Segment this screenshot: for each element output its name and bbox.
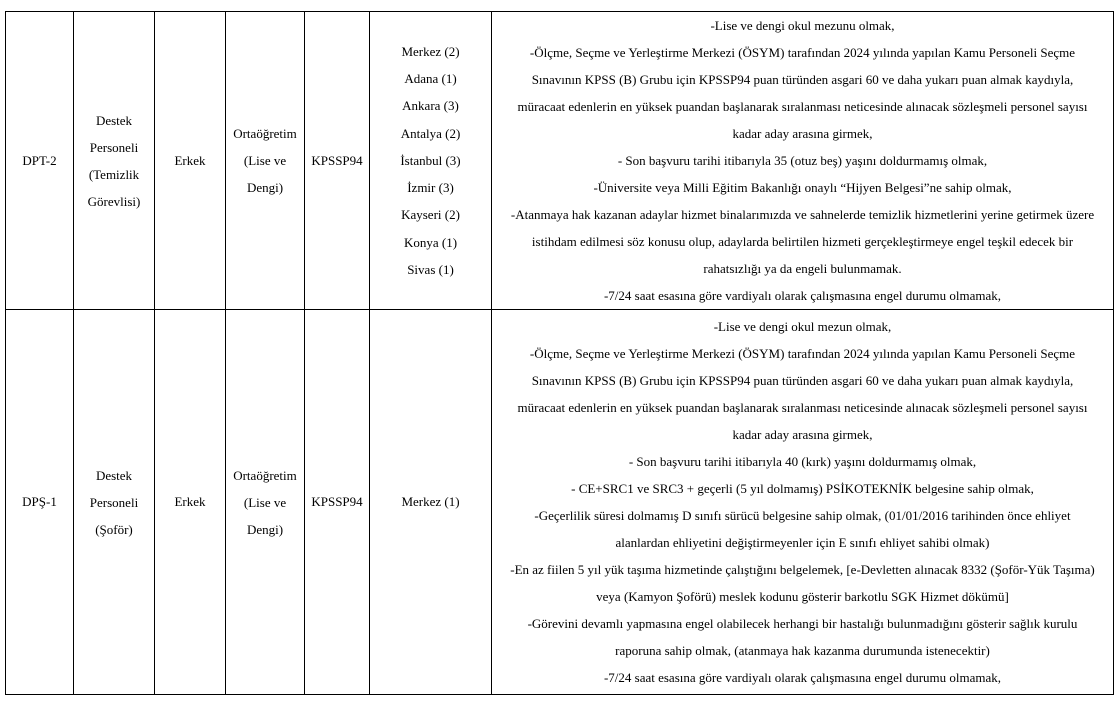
requirement-line: -En az fiilen 5 yıl yük taşıma hizmetinde çalıştığını belgelemek, [e-Devletten alınacak 8332 (Şoför-Yük Taşıma) bbox=[510, 562, 1095, 577]
location-item: Antalya (2) bbox=[400, 125, 461, 141]
requirement-line: -Lise ve dengi okul mezunu olmak, bbox=[710, 18, 895, 33]
location-item: İstanbul (3) bbox=[400, 152, 461, 168]
requirement-line: -Atanmaya hak kazanan adaylar hizmet binalarımızda ve sahnelerde temizlik hizmetlerini yerine getirmek üzere bbox=[510, 207, 1095, 222]
requirement-line: -7/24 saat esasına göre vardiyalı olarak çalışmasına engel durumu olmamak, bbox=[603, 288, 1002, 303]
gender-cell bbox=[155, 12, 226, 310]
locations-cell bbox=[370, 310, 492, 695]
requirement-line: kadar aday arasına girmek, bbox=[732, 126, 873, 141]
requirements-cell bbox=[492, 12, 1114, 310]
education-cell bbox=[226, 310, 305, 695]
requirement-line: veya (Kamyon Şoförü) meslek kodunu gösterir barkotlu SGK Hizmet dökümü] bbox=[596, 589, 1009, 604]
requirement-line: Sınavının KPSS (B) Grubu için KPSSP94 puan türünden asgari 60 ve daha yukarı puan almak kaydıyla, bbox=[531, 72, 1074, 87]
requirement-line: -Ölçme, Seçme ve Yerleştirme Merkezi (ÖSYM) tarafından 2024 yılında yapılan Kamu Personeli Seçme bbox=[529, 346, 1076, 361]
requirement-line: - Son başvuru tarihi itibarıyla 40 (kırk) yaşını doldurmamış olmak, bbox=[628, 454, 977, 469]
education-line: Dengi) bbox=[246, 180, 284, 195]
requirement-line: Sınavının KPSS (B) Grubu için KPSSP94 puan türünden asgari 60 ve daha yukarı puan almak kaydıyla, bbox=[531, 373, 1074, 388]
requirements-cell bbox=[492, 310, 1114, 695]
education-line: Ortaöğretim bbox=[233, 467, 297, 483]
table-body bbox=[6, 12, 1114, 695]
position-title-line: (Şoför) bbox=[95, 521, 133, 537]
requirement-line: alanlardan ehliyetini değiştirmeyenler için E sınıfı ehliyet sahibi olmak) bbox=[615, 535, 990, 550]
requirement-line: -Görevini devamlı yapmasına engel olabilecek herhangi bir hastalığı bulunmadığını gösterir sağlık kurulu bbox=[527, 616, 1078, 631]
positions-table bbox=[5, 11, 1114, 695]
position-title-cell bbox=[74, 12, 155, 310]
position-code: DPŞ-1 bbox=[22, 494, 57, 509]
location-item: Sivas (1) bbox=[407, 261, 454, 277]
requirement-line: kadar aday arasına girmek, bbox=[732, 427, 873, 442]
requirement-line: -Ölçme, Seçme ve Yerleştirme Merkezi (ÖSYM) tarafından 2024 yılında yapılan Kamu Personeli Seçme bbox=[529, 45, 1076, 60]
table-row bbox=[6, 310, 1114, 695]
location-item: Kayseri (2) bbox=[401, 207, 460, 223]
education-line: Dengi) bbox=[246, 521, 284, 537]
position-title-line: Personeli bbox=[89, 494, 139, 510]
location-item: Adana (1) bbox=[404, 71, 457, 87]
position-code-cell bbox=[6, 310, 74, 695]
score-type-cell bbox=[305, 12, 370, 310]
requirement-line: rahatsızlığı ya da engeli bulunmamak. bbox=[703, 261, 902, 276]
location-item: Ankara (3) bbox=[402, 98, 459, 114]
location-item: Konya (1) bbox=[403, 234, 458, 250]
location-item: Merkez (1) bbox=[401, 494, 460, 510]
requirement-line: -Geçerlilik süresi dolmamış D sınıfı sürücü belgesine sahip olmak, (01/01/2016 tarihinden önce ehliyet bbox=[534, 508, 1071, 523]
position-title-line: Görevlisi) bbox=[87, 193, 141, 209]
position-code-cell bbox=[6, 12, 74, 310]
score-type: KPSSP94 bbox=[311, 494, 363, 509]
education-line: (Lise ve bbox=[243, 153, 287, 168]
requirement-line: raporuna sahip olmak, (atanmaya hak kazanma durumunda istenecektir) bbox=[615, 643, 990, 658]
score-type: KPSSP94 bbox=[311, 152, 363, 168]
table-row bbox=[6, 12, 1114, 310]
position-title-cell bbox=[74, 310, 155, 695]
gender: Erkek bbox=[174, 152, 206, 168]
position-code: DPT-2 bbox=[22, 152, 57, 168]
requirement-line: - Son başvuru tarihi itibarıyla 35 (otuz beş) yaşını doldurmamış olmak, bbox=[617, 153, 988, 168]
requirement-line: istihdam edilmesi söz konusu olup, adaylarda belirtilen hizmeti gerçekleştirmeye engel teşkil edecek bir bbox=[531, 234, 1074, 249]
requirement-line: -Üniversite veya Milli Eğitim Bakanlığı onaylı “Hijyen Belgesi”ne sahip olmak, bbox=[593, 180, 1012, 195]
requirement-line: müracaat edenlerin en yüksek puandan başlanarak sıralanması neticesinde alınacak sözleşmeli personel sayısı bbox=[517, 99, 1088, 114]
position-title-line: Personeli bbox=[89, 139, 139, 155]
education-cell bbox=[226, 12, 305, 310]
location-item: Merkez (2) bbox=[401, 44, 460, 60]
requirement-line: -7/24 saat esasına göre vardiyalı olarak çalışmasına engel durumu olmamak, bbox=[603, 670, 1002, 685]
education-line: Ortaöğretim bbox=[233, 126, 297, 141]
locations-cell bbox=[370, 12, 492, 310]
gender-cell bbox=[155, 310, 226, 695]
requirement-line: -Lise ve dengi okul mezun olmak, bbox=[713, 319, 892, 334]
requirement-line: - CE+SRC1 ve SRC3 + geçerli (5 yıl dolmamış) PSİKOTEKNİK belgesine sahip olmak, bbox=[571, 481, 1034, 496]
requirement-line: müracaat edenlerin en yüksek puandan başlanarak sıralanması neticesinde alınacak sözleşmeli personel sayısı bbox=[517, 400, 1088, 415]
position-title-line: Destek bbox=[95, 112, 133, 128]
education-line: (Lise ve bbox=[243, 494, 287, 510]
position-title-line: (Temizlik bbox=[88, 166, 140, 182]
position-title-line: Destek bbox=[95, 467, 133, 483]
gender: Erkek bbox=[174, 494, 206, 509]
location-item: İzmir (3) bbox=[407, 180, 454, 196]
score-type-cell bbox=[305, 310, 370, 695]
